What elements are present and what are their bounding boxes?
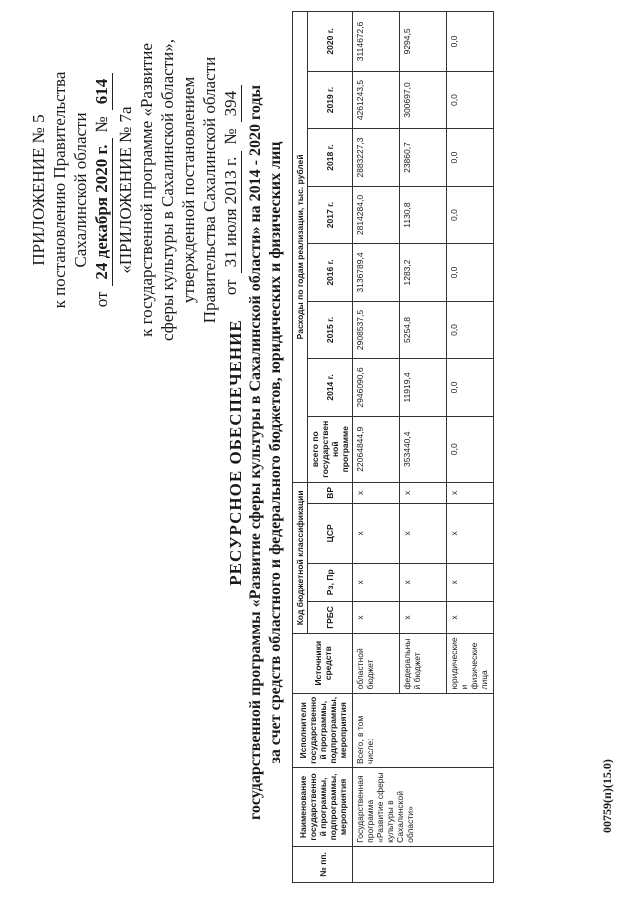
cell-2016: 0,0 bbox=[447, 244, 494, 301]
cell-2017: 0,0 bbox=[447, 186, 494, 243]
resource-table bbox=[292, 11, 494, 883]
header-total: всего по государственной программе bbox=[308, 416, 353, 482]
cell-program-name: Государственная программа «Развитие сферы культуры в Сахалинской области» bbox=[353, 768, 494, 847]
appendix-7a-line3: утвержденной постановлением bbox=[179, 76, 198, 304]
appendix-5-date: 24 декабря 2020 г. bbox=[91, 138, 113, 285]
cell-2015: 0,0 bbox=[447, 301, 494, 358]
cell-2018: 2883227,3 bbox=[353, 129, 400, 186]
header-csr: ЦСР bbox=[308, 504, 353, 564]
cell-csr: х bbox=[353, 504, 400, 564]
appendix-5-number-label: № bbox=[92, 116, 111, 133]
cell-2020: 3114672,6 bbox=[353, 12, 400, 72]
document-title: РЕСУРСНОЕ ОБЕСПЕЧЕНИЕ bbox=[226, 319, 245, 586]
cell-2014: 11919,4 bbox=[400, 359, 447, 416]
cell-2019: 4261243,5 bbox=[353, 71, 400, 128]
header-year-2020: 2020 г. bbox=[308, 12, 353, 72]
header-grbs: ГРБС bbox=[308, 601, 353, 633]
cell-source: юридические и физические лица bbox=[447, 633, 494, 693]
header-name: Наименование государственной программы, подпрограммы, мероприятия bbox=[293, 768, 353, 847]
cell-vr: х bbox=[400, 482, 447, 503]
cell-executor: Всего, в том числе: bbox=[353, 693, 494, 768]
cell-2015: 5254,8 bbox=[400, 301, 447, 358]
cell-2018: 23860,7 bbox=[400, 129, 447, 186]
cell-2014: 0,0 bbox=[447, 359, 494, 416]
header-rzpr: Рз, Пр bbox=[308, 563, 353, 601]
appendix-5-title: ПРИЛОЖЕНИЕ № 5 bbox=[29, 114, 48, 266]
appendix-5-line1: к постановлению Правительства bbox=[50, 71, 69, 309]
cell-source: областной бюджет bbox=[353, 633, 400, 693]
header-year-2016: 2016 г. bbox=[308, 244, 353, 301]
cell-total: 0,0 bbox=[447, 416, 494, 482]
cell-2014: 2946090,6 bbox=[353, 359, 400, 416]
document-title-block bbox=[226, 40, 286, 865]
appendix-7a-line2: сферы культуры в Сахалинской области», bbox=[158, 39, 177, 341]
cell-2015: 2908537,5 bbox=[353, 301, 400, 358]
header-expenses: Расходы по годам реализации, тыс. рублей bbox=[293, 12, 308, 483]
cell-vr: х bbox=[447, 482, 494, 503]
cell-2017: 1130,8 bbox=[400, 186, 447, 243]
cell-csr: х bbox=[447, 504, 494, 564]
header-budget-code: Код бюджетной классификации bbox=[293, 482, 308, 633]
table-row bbox=[353, 12, 400, 883]
appendix-7a-number: 394 bbox=[220, 85, 242, 123]
appendix-7a-header bbox=[115, 15, 242, 365]
appendix-7a-line4: Правительства Сахалинской области bbox=[200, 56, 219, 324]
document-subtitle-2: за счет средств областного и федерального бюджетов, юридических и физических лиц bbox=[267, 141, 284, 764]
cell-2020: 9294,5 bbox=[400, 12, 447, 72]
appendix-5-number: 614 bbox=[91, 73, 113, 111]
header-year-2014: 2014 г. bbox=[308, 359, 353, 416]
cell-source: федеральный бюджет bbox=[400, 633, 447, 693]
cell-grbs: х bbox=[400, 601, 447, 633]
header-year-2015: 2015 г. bbox=[308, 301, 353, 358]
header-executors: Исполнители государственной программы, подпрограммы, мероприятия bbox=[293, 693, 353, 768]
cell-2019: 300697,0 bbox=[400, 71, 447, 128]
cell-total: 22064844,9 bbox=[353, 416, 400, 482]
appendix-7a-line1: к государственной программе «Развитие bbox=[137, 43, 156, 337]
cell-2020: 0,0 bbox=[447, 12, 494, 72]
document-subtitle-1: государственной программы «Развитие сферы культуры в Сахалинской области» на 2014 - 2020 годы bbox=[247, 85, 264, 820]
cell-rzpr: х bbox=[353, 563, 400, 601]
appendix-5-from-label: от bbox=[92, 291, 111, 308]
cell-rzpr: х bbox=[400, 563, 447, 601]
table-header-row bbox=[293, 12, 308, 883]
cell-rzpr: х bbox=[447, 563, 494, 601]
cell-2016: 1283,2 bbox=[400, 244, 447, 301]
cell-csr: х bbox=[400, 504, 447, 564]
cell-num bbox=[353, 846, 494, 882]
header-sources: Источники средств bbox=[293, 633, 353, 693]
appendix-7a-number-label: № bbox=[221, 128, 240, 145]
document-code: 00759(п)(15.0) bbox=[600, 759, 614, 833]
cell-2019: 0,0 bbox=[447, 71, 494, 128]
cell-grbs: х bbox=[447, 601, 494, 633]
cell-2016: 3136789,4 bbox=[353, 244, 400, 301]
appendix-7a-from-label: от bbox=[221, 279, 240, 296]
cell-2018: 0,0 bbox=[447, 129, 494, 186]
header-num: № пп. bbox=[293, 846, 353, 882]
appendix-7a-date: 31 июля 2013 г. bbox=[220, 151, 242, 274]
cell-grbs: х bbox=[353, 601, 400, 633]
header-vr: ВР bbox=[308, 482, 353, 503]
header-year-2017: 2017 г. bbox=[308, 186, 353, 243]
header-year-2018: 2018 г. bbox=[308, 129, 353, 186]
cell-total: 353440,4 bbox=[400, 416, 447, 482]
appendix-5-header bbox=[28, 20, 113, 360]
appendix-5-date-line bbox=[91, 20, 113, 360]
appendix-5-line2: Сахалинской области bbox=[71, 112, 90, 268]
appendix-7a-title: «ПРИЛОЖЕНИЕ № 7а bbox=[116, 106, 135, 274]
cell-2017: 2814284,0 bbox=[353, 186, 400, 243]
cell-vr: х bbox=[353, 482, 400, 503]
header-year-2019: 2019 г. bbox=[308, 71, 353, 128]
